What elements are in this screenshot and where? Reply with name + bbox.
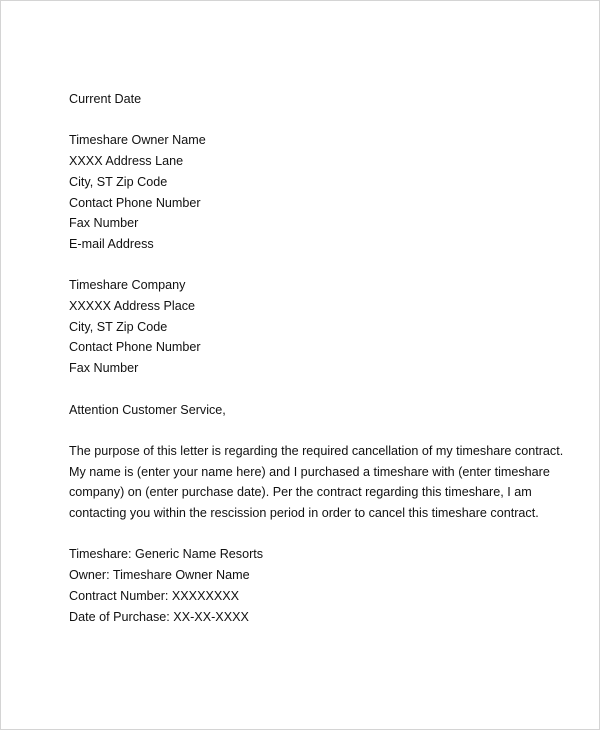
body-line: contacting you within the rescission period in order to cancel this timeshare contract.	[69, 506, 539, 520]
body-line: My name is (enter your name here) and I purchased a timeshare with (enter timeshare	[69, 464, 550, 479]
sender-city: City, ST Zip Code	[69, 174, 168, 189]
recipient-street: XXXXX Address Place	[69, 299, 196, 313]
detail-contract-number: Contract Number: XXXXXXXX	[69, 588, 240, 603]
date-block	[69, 89, 569, 110]
recipient-company: Timeshare Company	[69, 278, 186, 293]
sender-address-block	[69, 130, 569, 254]
salutation: Attention Customer Service,	[69, 402, 226, 417]
recipient-phone: Contact Phone Number	[69, 340, 201, 355]
recipient-address-block	[69, 275, 569, 379]
salutation-block	[69, 400, 569, 421]
recipient-city: City, ST Zip Code	[69, 319, 168, 334]
details-block	[69, 544, 569, 627]
sender-name: Timeshare Owner Name	[69, 133, 206, 148]
sender-phone: Contact Phone Number	[69, 195, 201, 210]
recipient-fax: Fax Number	[69, 361, 139, 376]
current-date: Current Date	[69, 92, 142, 106]
detail-purchase-date: Date of Purchase: XX-XX-XXXX	[69, 609, 249, 624]
body-line: company) on (enter purchase date). Per the contract regarding this timeshare, I am	[69, 485, 532, 500]
body-line: The purpose of this letter is regarding the required cancellation of my timeshare contract.	[69, 443, 564, 458]
detail-timeshare: Timeshare: Generic Name Resorts	[69, 547, 264, 562]
detail-owner: Owner: Timeshare Owner Name	[69, 568, 250, 583]
sender-fax: Fax Number	[69, 216, 139, 231]
body-paragraph	[69, 441, 569, 524]
letter-body	[69, 89, 569, 627]
sender-street: XXXX Address Lane	[69, 154, 184, 169]
sender-email: E-mail Address	[69, 236, 154, 251]
